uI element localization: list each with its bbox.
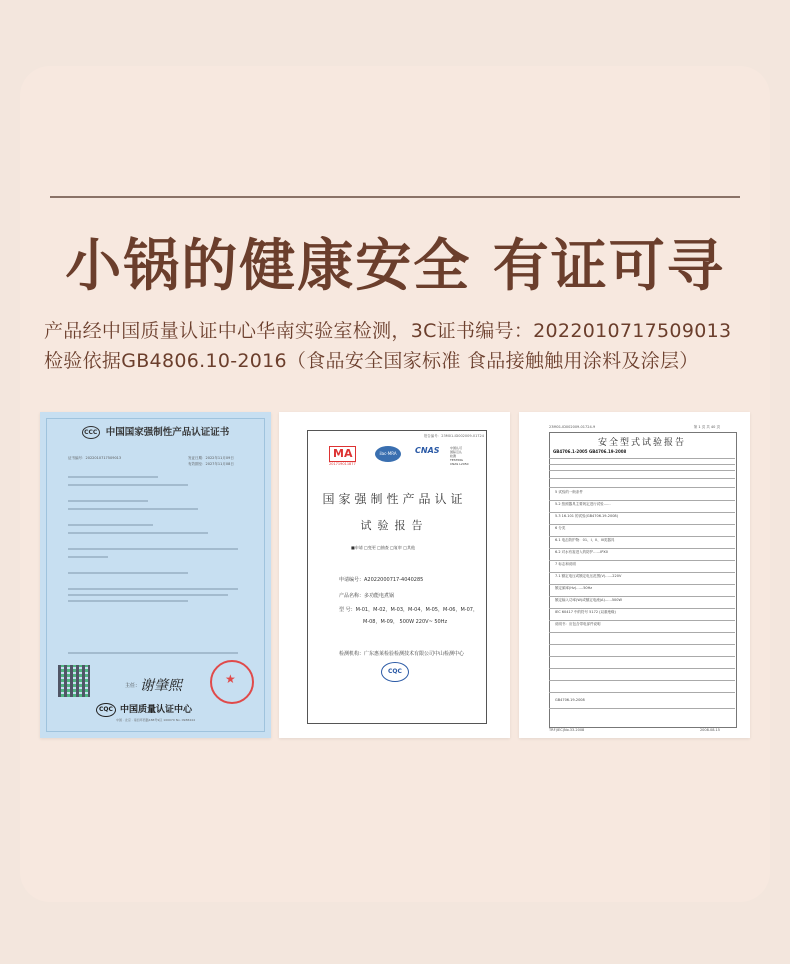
table-rule — [549, 464, 735, 465]
report-table — [549, 432, 737, 728]
cnas-meta — [450, 446, 469, 466]
text-line — [68, 524, 153, 526]
text-line — [68, 476, 158, 478]
testing-lab: 检测机构：广东惠莱检验检测技术有限公司中山检测中心 — [339, 651, 465, 657]
table-rule — [549, 470, 735, 471]
report-footer-right: 2008.08.15 — [699, 728, 720, 732]
signature: 谢肇熙 — [140, 678, 182, 694]
certificate-footer: 中国 · 北京 · 南四环西路188号9区 100070 No. 0988444 — [115, 718, 195, 722]
application-number: 申请编号：A2022000717-4040285 — [339, 577, 424, 583]
ilac-mra-logo-icon: ilac-MRA — [375, 446, 401, 462]
table-row: 7 标志和说明 — [555, 562, 576, 566]
report-title: 国家强制性产品认证 — [322, 492, 467, 506]
table-rule — [549, 458, 735, 459]
ccc-certificate-image — [40, 412, 271, 738]
table-rule — [549, 656, 735, 657]
table-rule — [549, 524, 735, 525]
qr-code-icon — [58, 665, 90, 697]
table-rule — [549, 487, 735, 488]
table-row: IEC 60417 中的符号 5172 (双重绝缘) — [555, 610, 616, 614]
certificate-title — [40, 424, 271, 439]
text-line — [68, 500, 148, 502]
safety-test-report-image — [519, 412, 750, 738]
text-line — [68, 572, 188, 574]
table-rule — [549, 548, 735, 549]
table-row: 5 试验的一般条件 — [555, 490, 583, 494]
table-rule — [549, 620, 735, 621]
report-reference: 23M01-ID002009-01724-9 — [549, 425, 596, 429]
table-rule — [549, 644, 735, 645]
table-row: 7.1 额定电压或额定电压范围(V)……220V — [555, 574, 622, 578]
certificate-issue-date: 发证日期：2022年11月09日 — [188, 456, 234, 460]
table-row: GB4706.19-2008 — [555, 698, 585, 702]
ma-number: 201719011877 — [329, 462, 356, 466]
text-line — [68, 594, 228, 596]
report-subtitle: 试验报告 — [360, 519, 429, 532]
signature-label: 主任： — [125, 683, 141, 689]
certificate-number: 证书编号：2022010717509013 — [68, 456, 122, 460]
table-rule — [549, 596, 735, 597]
cnas-meta-line: 检测 — [450, 454, 457, 458]
report-number: 报告编号：23M01-ID002009-01724 — [423, 434, 484, 438]
cnas-meta-line: CNAS L2050 — [450, 462, 469, 466]
text-line — [68, 484, 188, 486]
model-line-2: M-08，M-09， 500W 220V~ 50Hz — [363, 619, 448, 625]
table-rule — [549, 584, 735, 585]
cnas-meta-line: 国际互认 — [450, 450, 463, 454]
text-line — [68, 548, 238, 550]
cnas-logo-icon: CNAS — [415, 446, 440, 455]
table-row: 5.3 16.101 的试验(GB4706.19-2008) — [555, 514, 619, 518]
table-rule — [549, 500, 735, 501]
ma-logo-icon: MA — [329, 446, 356, 462]
test-standards: GB4706.1-2005 GB4706.19-2008 — [553, 449, 627, 454]
accreditation-logos — [329, 446, 482, 468]
issuing-organization — [96, 702, 192, 717]
cnas-meta-line: TESTING — [450, 458, 463, 462]
table-rule — [549, 692, 735, 693]
safety-report-title: 安全型式试验报告 — [597, 438, 686, 448]
table-rule — [549, 536, 735, 537]
table-row: 5.2 按照器具主要规定进行试验…… — [555, 502, 611, 506]
cqc-logo-icon: CQC — [381, 662, 409, 682]
subtitle-standard: 检验依据GB4806.10-2016（食品安全国家标准 食品接触触用涂料及涂层） — [44, 350, 699, 372]
cnas-meta-line: 中国认可 — [450, 446, 463, 450]
test-report-cover-image — [279, 412, 510, 738]
ccc-logo-icon: CCC — [82, 426, 100, 439]
page-number: 第 1 页 共 40 页 — [693, 425, 720, 429]
headline: 小锅的健康安全 有证可寻 — [65, 234, 725, 299]
cqc-logo-icon: CQC — [96, 703, 116, 717]
text-line — [68, 588, 238, 590]
table-row: 6.2 对水有害进入的防护……IPX0 — [555, 550, 608, 554]
top-divider — [50, 196, 740, 198]
issuing-organization-name: 中国质量认证中心 — [120, 705, 193, 715]
table-rule — [549, 668, 735, 669]
report-footer-left: TRF(IEC)No.33.2008 — [549, 728, 585, 732]
table-rule — [549, 478, 735, 479]
table-row: 额定频率(Hz)……50Hz — [555, 586, 593, 590]
model-line-1: 型 号：M-01，M-02，M-03，M-04，M-05，M-06，M-07， — [339, 607, 478, 613]
subtitle-certificate: 产品经中国质量认证中心华南实验室检测，3C证书编号：2022010717509013 — [44, 320, 732, 342]
table-row: 额定输入功率(W)或额定电流(A)……500W — [555, 598, 622, 602]
table-row: 说明书：应包含带电部件说明 — [555, 622, 601, 626]
text-line — [68, 556, 108, 558]
table-rule — [549, 632, 735, 633]
report-type-checkboxes: ■申请 □变更 □抽查 □复审 □其他 — [351, 545, 415, 550]
table-rule — [549, 560, 735, 561]
table-rule — [549, 680, 735, 681]
product-name: 产品名称：多功能电煮锅 — [339, 593, 395, 599]
table-row: 6 分类 — [555, 526, 566, 530]
text-line — [68, 652, 238, 654]
certificate-title-text: 中国国家强制性产品认证证书 — [105, 427, 230, 438]
text-line — [68, 532, 208, 534]
text-line — [68, 508, 198, 510]
red-seal-icon — [210, 660, 254, 704]
table-rule — [549, 572, 735, 573]
table-rule — [549, 608, 735, 609]
certificate-expiry-date: 有效期至：2027年11月08日 — [188, 462, 234, 466]
text-line — [68, 600, 188, 602]
table-row: 6.1 电击防护物：01、I、II、III类器具 — [555, 538, 615, 542]
table-rule — [549, 512, 735, 513]
table-rule — [549, 708, 735, 709]
